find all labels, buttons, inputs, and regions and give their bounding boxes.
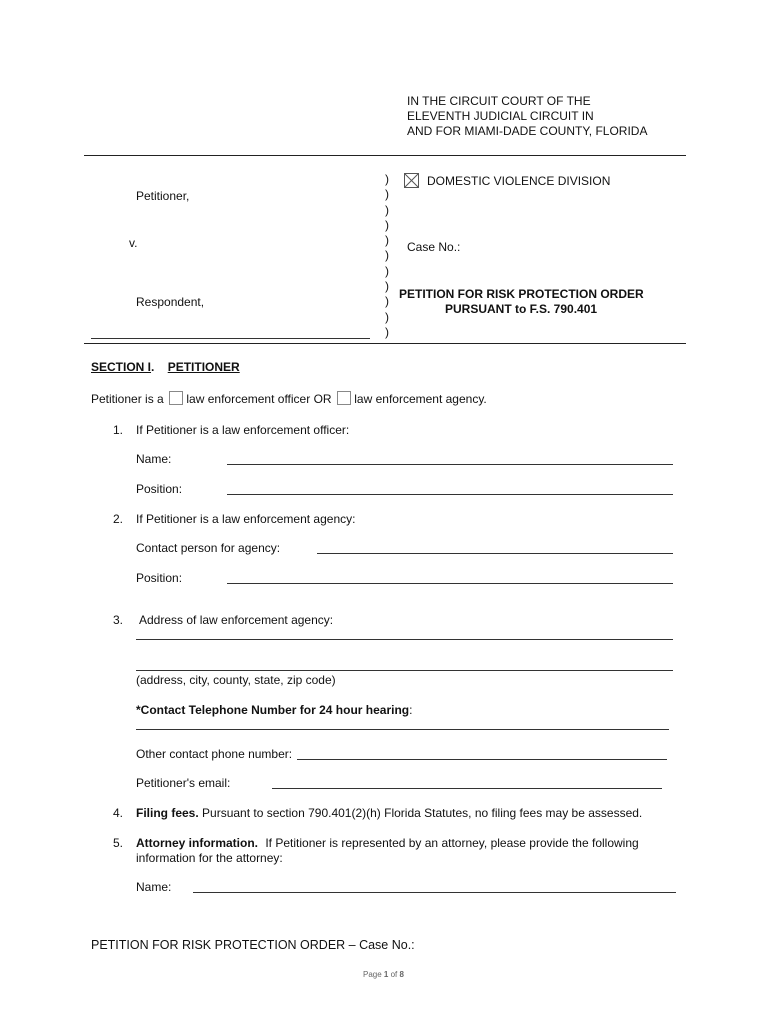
respondent-name-line[interactable]	[91, 338, 370, 339]
section-label: SECTION I	[91, 360, 152, 374]
petition-title-line-2: PURSUANT to F.S. 790.401	[445, 302, 598, 316]
filing-fees-body: Pursuant to section 790.401(2)(h) Florida Statutes, no filing fees may be assessed.	[202, 806, 643, 820]
other-phone-field[interactable]	[297, 759, 667, 760]
respondent-label: Respondent,	[136, 295, 205, 309]
caption-top-rule	[84, 155, 686, 156]
caption-parens: ) ) ) ) ) ) ) ) ) ) )	[385, 172, 389, 339]
court-line-2: ELEVENTH JUDICIAL CIRCUIT IN	[407, 109, 594, 123]
petitioner-email-field[interactable]	[272, 788, 662, 789]
footer-title: PETITION FOR RISK PROTECTION ORDER – Case No.:	[91, 938, 415, 952]
division-checkbox-checked-icon[interactable]	[404, 173, 419, 188]
agency-address-field-1[interactable]	[136, 639, 673, 640]
item-4-number: 4.	[113, 806, 124, 820]
agency-address-field-2[interactable]	[136, 670, 673, 671]
filing-fees-text	[136, 806, 642, 820]
officer-name-field[interactable]	[227, 464, 673, 465]
hearing-phone-field[interactable]	[136, 729, 669, 730]
item-2-question: If Petitioner is a law enforcement agency:	[136, 512, 356, 526]
page-total: 8	[399, 970, 404, 979]
court-line-3: AND FOR MIAMI-DADE COUNTY, FLORIDA	[407, 124, 648, 138]
officer-checkbox[interactable]	[169, 391, 183, 405]
attorney-info-body: If Petitioner is represented by an attorney, please provide the following	[265, 836, 639, 850]
attorney-name-label: Name:	[136, 880, 172, 894]
item-2-number: 2.	[113, 512, 124, 526]
agency-position-label: Position:	[136, 571, 183, 585]
item-1-number: 1.	[113, 423, 124, 437]
attorney-info-line-1	[136, 836, 639, 850]
address-hint: (address, city, county, state, zip code)	[136, 673, 336, 687]
item-5-number: 5.	[113, 836, 124, 850]
item-3-number: 3.	[113, 613, 124, 627]
page-number: 1	[383, 970, 389, 979]
item-3-question: Address of law enforcement agency:	[139, 613, 334, 627]
petitioner-email-label: Petitioner's email:	[136, 776, 231, 790]
versus-label: v.	[129, 236, 138, 250]
other-phone-label: Other contact phone number:	[136, 747, 293, 761]
attorney-info-heading: Attorney information.	[136, 836, 258, 850]
officer-option-label: law enforcement officer OR	[186, 392, 332, 406]
agency-checkbox[interactable]	[337, 391, 351, 405]
hearing-phone-label-bold: *Contact Telephone Number for 24 hour hearing	[136, 703, 410, 717]
division-label: DOMESTIC VIOLENCE DIVISION	[427, 174, 611, 188]
filing-fees-heading: Filing fees.	[136, 806, 199, 820]
officer-position-field[interactable]	[227, 494, 673, 495]
section-title: PETITIONER	[167, 360, 240, 374]
court-heading	[407, 94, 647, 139]
attorney-info-line-2: information for the attorney:	[136, 851, 283, 865]
case-number-label: Case No.:	[407, 240, 461, 254]
hearing-phone-colon: :	[409, 703, 413, 717]
section-heading	[91, 360, 240, 374]
petition-title-line-1: PETITION FOR RISK PROTECTION ORDER	[399, 287, 644, 301]
item-1-question: If Petitioner is a law enforcement officer:	[136, 423, 350, 437]
agency-contact-label: Contact person for agency:	[136, 541, 281, 555]
page-indicator	[363, 970, 404, 979]
attorney-name-field[interactable]	[193, 892, 676, 893]
agency-option-label: law enforcement agency.	[354, 392, 487, 406]
hearing-phone-label	[136, 703, 412, 717]
petitioner-type-row	[91, 391, 487, 406]
petitioner-label: Petitioner,	[136, 189, 190, 203]
agency-contact-field[interactable]	[317, 553, 673, 554]
section-dot: .	[151, 360, 155, 374]
officer-name-label: Name:	[136, 452, 172, 466]
agency-position-field[interactable]	[227, 583, 673, 584]
officer-position-label: Position:	[136, 482, 183, 496]
caption-bottom-rule	[84, 343, 686, 344]
court-line-1: IN THE CIRCUIT COURT OF THE	[407, 94, 591, 108]
petitioner-type-intro: Petitioner is a	[91, 392, 164, 406]
page-of: of	[390, 970, 398, 979]
page-prefix: Page	[363, 970, 382, 979]
